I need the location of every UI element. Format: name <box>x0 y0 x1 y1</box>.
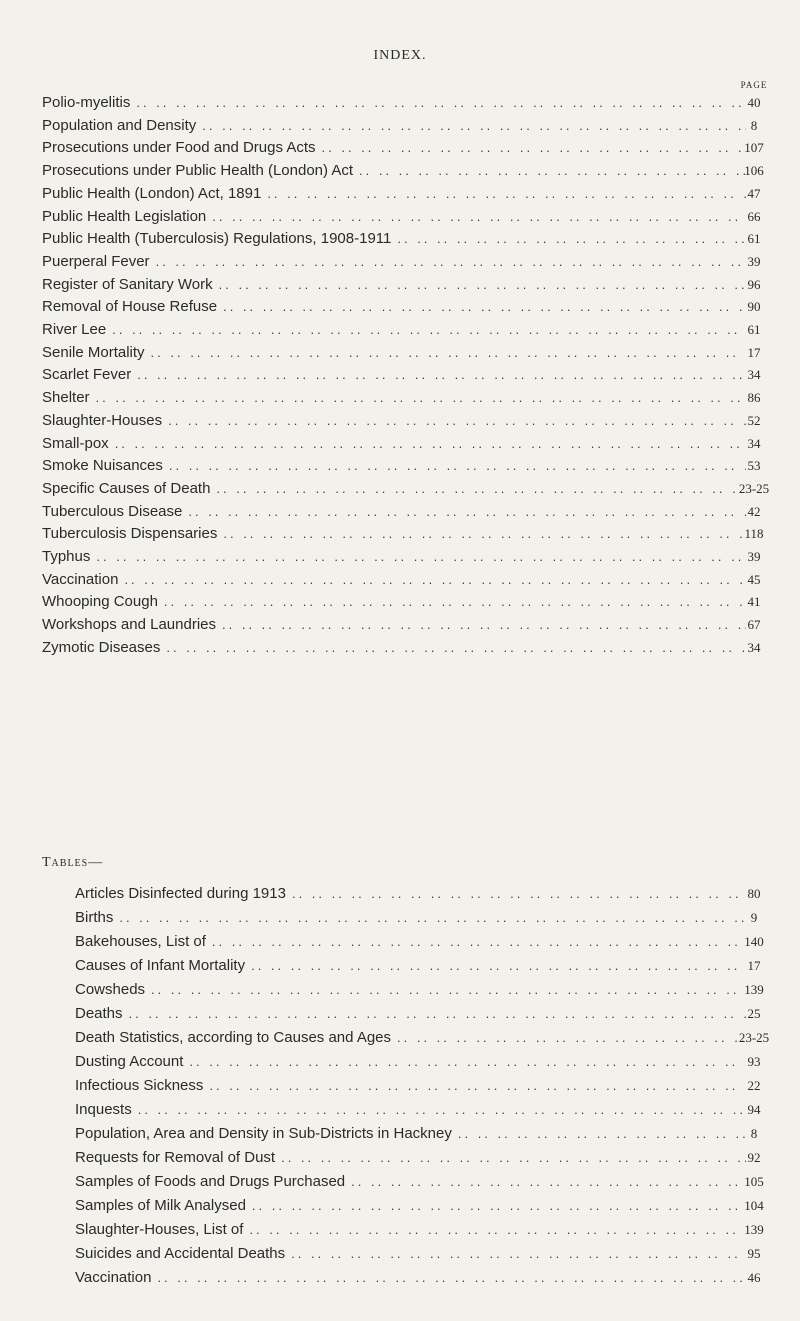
index-entry-page: 45 <box>747 571 761 587</box>
dot-leader <box>216 478 746 500</box>
index-entry <box>42 455 746 477</box>
dot-leader <box>124 569 746 591</box>
index-entry <box>42 274 746 296</box>
dot-leader <box>168 410 746 432</box>
index-entry-label: Tuberculous Disease <box>42 502 183 520</box>
table-entry-page: 25 <box>747 1006 761 1021</box>
index-entry-label: Vaccination <box>42 570 119 588</box>
dot-leader <box>267 183 746 205</box>
index-entry <box>42 591 746 613</box>
table-entry-label: Inquests <box>75 1101 132 1118</box>
dot-leader <box>202 115 746 137</box>
index-entry-label: Slaughter-Houses <box>42 411 163 429</box>
index-entry <box>42 546 746 568</box>
table-entry <box>75 1075 746 1097</box>
table-entry <box>75 1267 746 1289</box>
table-entry-label: Causes of Infant Mortality <box>75 957 246 974</box>
index-entry-label: Scarlet Fever <box>42 366 132 384</box>
index-entry <box>42 296 746 318</box>
table-entry-label: Cowsheds <box>75 981 146 998</box>
dot-leader <box>166 637 746 659</box>
dot-leader <box>136 92 746 114</box>
index-entry-page: 39 <box>747 549 761 564</box>
table-entry <box>75 1219 746 1241</box>
index-entry <box>42 523 746 545</box>
table-entry <box>75 1099 746 1121</box>
index-entry <box>42 501 746 523</box>
table-entry-label: Samples of Milk Analysed <box>75 1197 246 1214</box>
table-entry <box>75 1123 746 1145</box>
index-entry <box>42 92 746 114</box>
table-entry <box>75 1051 746 1073</box>
tables-heading: Tables— <box>42 855 104 870</box>
index-entry <box>42 183 746 205</box>
index-entry-page: 23-25 <box>738 480 770 496</box>
table-entry <box>75 883 746 905</box>
table-entry <box>75 1147 746 1169</box>
index-entry-page: 42 <box>747 503 761 519</box>
index-entry <box>42 433 746 455</box>
table-entry-page: 105 <box>744 1174 764 1189</box>
index-entry-label: Specific Causes of Death <box>42 479 211 497</box>
index-entry <box>42 410 746 432</box>
dot-leader <box>189 1051 746 1073</box>
index-entry-label: Shelter <box>42 389 90 407</box>
index-entry-label: Population and Density <box>42 116 197 134</box>
dot-leader <box>129 1003 746 1025</box>
index-entry-label: Senile Mortality <box>42 343 145 361</box>
index-entry <box>42 319 746 341</box>
table-entry-page: 93 <box>747 1054 761 1069</box>
table-entry <box>75 1243 746 1265</box>
index-entry <box>42 342 746 364</box>
table-entry-page: 139 <box>744 982 764 997</box>
index-entry-page: 67 <box>747 617 761 633</box>
table-entry-label: Population, Area and Density in Sub-Districts in Hackney <box>75 1125 452 1142</box>
index-entry-label: Zymotic Diseases <box>42 638 161 656</box>
index-entry <box>42 478 746 500</box>
index-entry-page: 34 <box>747 639 761 655</box>
index-entry <box>42 637 746 659</box>
index-entry-page: 61 <box>747 231 761 247</box>
dot-leader <box>96 546 746 568</box>
table-entry-label: Deaths <box>75 1005 123 1022</box>
table-entry <box>75 979 746 1001</box>
index-entry-label: Prosecutions under Public Health (London) Act <box>42 162 354 180</box>
index-entry-page: 66 <box>747 208 761 224</box>
dot-leader <box>138 1099 746 1121</box>
dot-leader <box>209 1075 746 1097</box>
index-entry-label: Smoke Nuisances <box>42 457 163 475</box>
table-entry-page: 22 <box>747 1078 761 1093</box>
table-entry-label: Dusting Account <box>75 1053 184 1070</box>
dot-leader <box>151 979 746 1001</box>
table-entry-page: 23-25 <box>738 1030 770 1045</box>
table-entry <box>75 1003 746 1025</box>
index-entry-page: 86 <box>747 390 761 406</box>
index-entry <box>42 115 746 137</box>
table-entry <box>75 1195 746 1217</box>
index-entry <box>42 251 746 273</box>
table-entry-label: Slaughter-Houses, List of <box>75 1221 244 1238</box>
index-entry-page: 118 <box>744 526 764 542</box>
table-entry-page: 95 <box>747 1246 761 1261</box>
page-column-header: PAGE <box>740 80 768 90</box>
index-entry-page: 90 <box>747 299 761 315</box>
index-entry <box>42 569 746 591</box>
index-entry-page: 40 <box>747 95 761 110</box>
index-entry-label: Tuberculosis Dispensaries <box>42 525 218 543</box>
table-entry <box>75 955 746 977</box>
dot-leader <box>119 907 746 929</box>
table-entry-page: 140 <box>744 934 764 949</box>
index-entry-page: 106 <box>744 163 764 179</box>
dot-leader <box>151 342 746 364</box>
table-entry <box>75 1171 746 1193</box>
index-entry <box>42 387 746 409</box>
dot-leader <box>322 137 747 159</box>
dot-leader <box>281 1147 746 1169</box>
table-entry-label: Articles Disinfected during 1913 <box>75 885 286 902</box>
dot-leader <box>169 455 746 477</box>
index-entry-label: Puerperal Fever <box>42 252 150 270</box>
index-entry-page: 41 <box>747 594 761 610</box>
table-entry-page: 139 <box>744 1222 764 1237</box>
table-entry-page: 94 <box>747 1102 761 1117</box>
table-entry-page: 9 <box>750 910 758 925</box>
index-entry-label: River Lee <box>42 321 107 338</box>
dot-leader <box>251 955 746 977</box>
index-entry-label: Small-pox <box>42 434 109 452</box>
index-entry-label: Public Health (London) Act, 1891 <box>42 184 262 202</box>
index-entry-label: Workshops and Laundries <box>42 616 216 634</box>
index-entry-page: 47 <box>747 185 761 201</box>
index-entry-page: 34 <box>747 435 761 451</box>
dot-leader <box>137 364 746 386</box>
index-entry-page: 107 <box>744 140 764 156</box>
table-entry-label: Requests for Removal of Dust <box>75 1149 276 1166</box>
table-entry-page: 17 <box>747 958 761 973</box>
index-entry-page: 8 <box>750 117 758 133</box>
index-entry-page: 61 <box>747 322 761 337</box>
index-entry-label: Prosecutions under Food and Drugs Acts <box>42 139 316 157</box>
table-entry <box>75 931 746 953</box>
index-entry-page: 39 <box>747 253 761 269</box>
table-entry-label: Samples of Foods and Drugs Purchased <box>75 1173 346 1190</box>
index-entry-page: 53 <box>747 458 761 474</box>
index-entry-page: 17 <box>747 344 761 360</box>
dot-leader <box>458 1123 746 1145</box>
index-entry <box>42 228 746 250</box>
table-entry-page: 8 <box>750 1126 758 1141</box>
dot-leader <box>223 523 746 545</box>
page-title: INDEX. <box>373 48 427 63</box>
table-entry-label: Vaccination <box>75 1269 152 1286</box>
dot-leader <box>164 591 746 613</box>
index-entry-page: 52 <box>747 412 761 428</box>
dot-leader <box>359 160 746 182</box>
dot-leader <box>115 433 746 455</box>
index-entry <box>42 614 746 636</box>
table-entry-page: 80 <box>747 886 761 901</box>
dot-leader <box>397 228 746 250</box>
table-entry <box>75 907 746 929</box>
dot-leader <box>212 206 746 228</box>
table-entry-label: Births <box>75 909 114 926</box>
dot-leader <box>292 883 746 905</box>
table-entry-label: Death Statistics, according to Causes and Ages <box>75 1029 392 1046</box>
dot-leader <box>212 931 746 953</box>
dot-leader <box>112 319 746 341</box>
dot-leader <box>156 251 746 273</box>
table-entry-label: Bakehouses, List of <box>75 933 206 950</box>
dot-leader <box>188 501 746 523</box>
index-entry-label: Typhus <box>42 548 91 565</box>
dot-leader <box>219 274 746 296</box>
index-entry-label: Public Health (Tuberculosis) Regulations, 1908-1911 <box>42 230 392 248</box>
index-entry-label: Public Health Legislation <box>42 207 207 225</box>
index-entry <box>42 206 746 228</box>
index-entry <box>42 137 746 159</box>
dot-leader <box>249 1219 746 1241</box>
dot-leader <box>223 296 746 318</box>
dot-leader <box>252 1195 746 1217</box>
table-entry-page: 92 <box>747 1150 761 1165</box>
index-entry-label: Polio-myelitis <box>42 94 131 111</box>
index-entry-label: Whooping Cough <box>42 593 158 611</box>
table-entry-label: Suicides and Accidental Deaths <box>75 1245 286 1262</box>
dot-leader <box>157 1267 746 1289</box>
index-entry-label: Removal of House Refuse <box>42 298 218 316</box>
index-entry-page: 96 <box>747 276 761 292</box>
index-entry-label: Register of Sanitary Work <box>42 275 213 293</box>
dot-leader <box>291 1243 746 1265</box>
dot-leader <box>397 1027 746 1049</box>
table-entry <box>75 1027 746 1049</box>
table-entry-page: 46 <box>747 1270 761 1285</box>
table-entry-label: Infectious Sickness <box>75 1077 204 1094</box>
dot-leader <box>222 614 746 636</box>
index-entry-page: 34 <box>747 367 761 383</box>
index-entry <box>42 364 746 386</box>
index-entry <box>42 160 746 182</box>
dot-leader <box>351 1171 746 1193</box>
dot-leader <box>96 387 746 409</box>
table-entry-page: 104 <box>744 1198 764 1213</box>
